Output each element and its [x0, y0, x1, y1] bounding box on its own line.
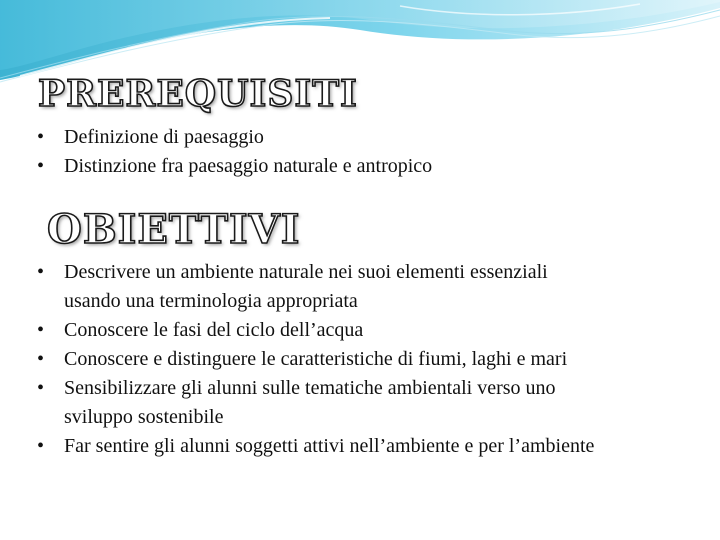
list-item: • Sensibilizzare gli alunni sulle tematiche ambientali verso uno sviluppo sostenibile [30, 374, 600, 432]
list-item: • Distinzione fra paesaggio naturale e antropico [30, 152, 590, 181]
obiettivi-heading: OBIETTIVI [47, 206, 301, 253]
list-item: • Descrivere un ambiente naturale nei suoi elementi essenziali usando una terminologia appropriata [30, 258, 600, 316]
prerequisiti-heading: PREREQUISITI [38, 73, 358, 115]
list-item: • Conoscere e distinguere le caratteristiche di fiumi, laghi e mari [30, 345, 600, 374]
list-item: • Far sentire gli alunni soggetti attivi nell’ambiente e per l’ambiente [30, 432, 600, 461]
list-item: • Definizione di paesaggio [30, 123, 590, 152]
list-item: • Conoscere le fasi del ciclo dell’acqua [30, 316, 600, 345]
prerequisiti-list [30, 123, 590, 181]
obiettivi-list [30, 258, 600, 461]
